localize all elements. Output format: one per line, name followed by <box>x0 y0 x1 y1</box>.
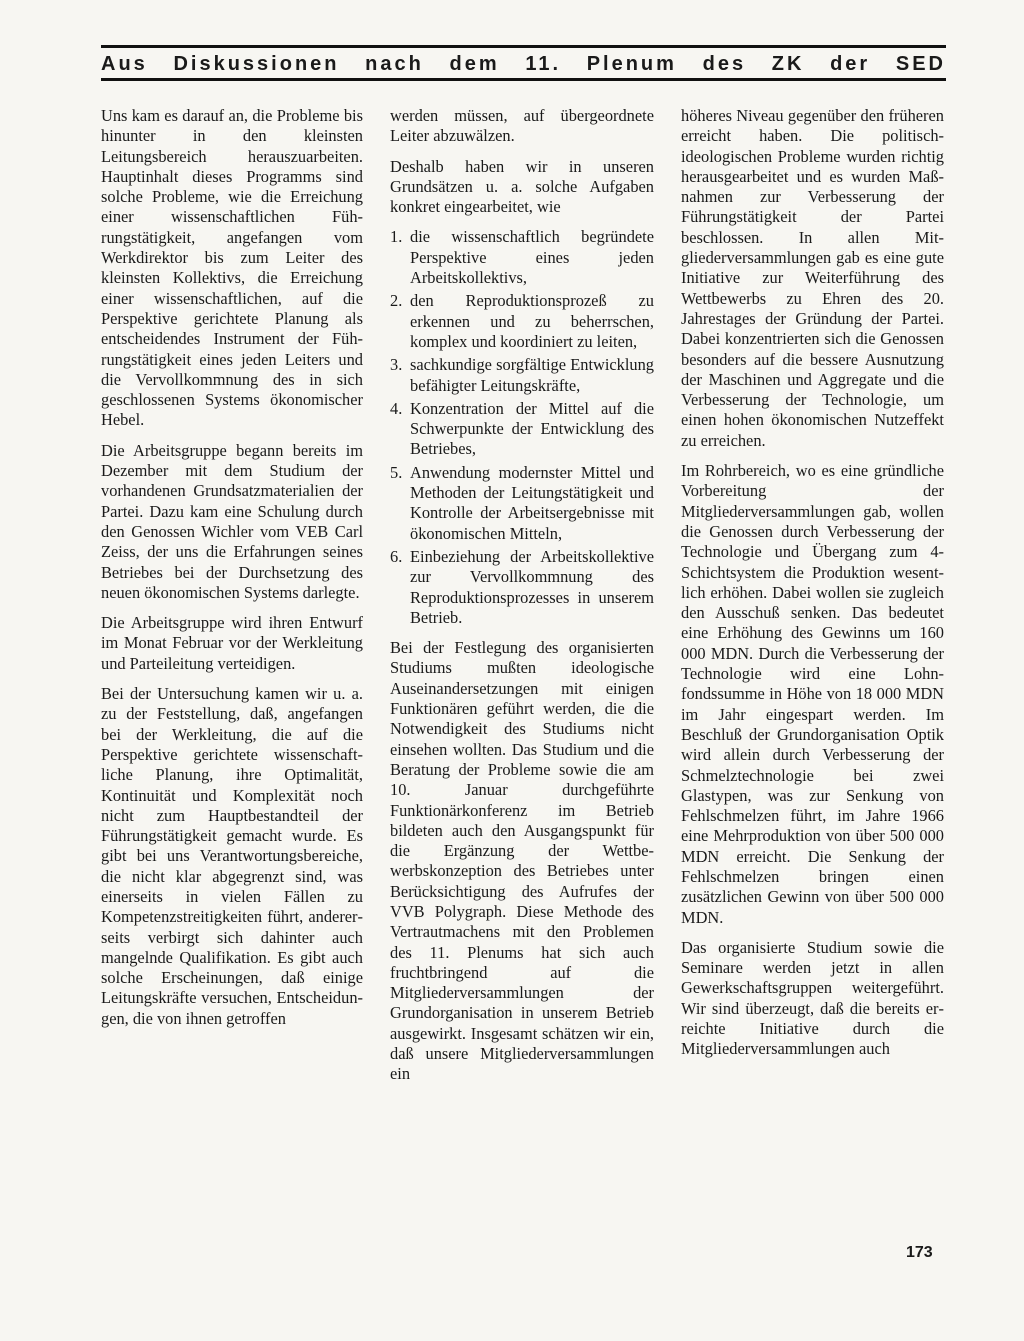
paragraph: Bei der Untersuchung kamen wir u. a. zu der Feststellung, daß, angefangen bei der Werkleitung, die auf die Perspektive gerichtete wissenschaftliche Planung, ihre Optimalität, Kontinuität und Komplexität noch nicht zum Hauptbestandteil der Führungstätigkeit gemacht wurde. Es gibt bei uns Verantwortungsbereiche, die nicht klar abgegrenzt sind, was einerseits in vielen Fällen zu Kompetenzstreitigkeiten führt, andererseits verbirgt sich dahinter auch mangelnde Qualifikation. Es gibt auch solche Erscheinungen, daß einige Leitungskräfte versuchen, Entscheidungen, die von ihnen getroffen <box>101 684 363 1028</box>
list-item-number: 2. <box>390 291 403 311</box>
list-item-text: Anwendung modernster Mittel und Methoden der Leitungstätigkeit und Kontrolle der Arbeitsergebnisse mit ökonomischen Mitteln, <box>410 462 654 543</box>
list-item-number: 1. <box>390 227 403 247</box>
list-item-text: sachkundige sorgfältige Entwicklung befähigter Leitungskräfte, <box>410 355 654 395</box>
list-item <box>390 291 654 352</box>
list-item <box>390 399 654 460</box>
paragraph: Uns kam es darauf an, die Probleme bis hinunter in den kleinsten Leitungsbereich herauszuarbeiten. Hauptinhalt dieses Programms sind solche Probleme, wie die Erreichung einer wissenschaftlichen Führungstätigkeit, angefangen vom Werkdirektor bis zum Leiter des kleinsten Kollektivs, die Erreichung einer wissenschaftlichen, auf die Perspektive gerichtete Planung als entscheidendes Instrument der Führungstätigkeit eines jeden Leiters und die Vervollkommnung des in sich geschlossenen Systems ökonomischer Hebel. <box>101 106 363 430</box>
paragraph: Bei der Festlegung des organisierten Studiums mußten ideologische Auseinandersetzungen mit einigen Funktionären geführt werden, die die Notwendigkeit des Studiums nicht einsehen wollten. Das Studium und die Beratung der Probleme sowie die am 10. Januar durchgeführte Funktionärkonferenz im Betrieb bildeten auch den Ausgangspunkt für die Ergänzung der Wettbewerbskonzeption des Betriebes unter Berücksichtigung des Aufrufes der VVB Polygraph. Diese Methode des Vertrautmachens mit den Problemen des 11. Plenums hat sich auch fruchtbringend auf die Mitgliederversammlungen der Grundorganisation in unserem Betrieb ausgewirkt. Insgesamt schätzen wir ein, daß unsere Mitgliederversammlungen ein <box>390 638 654 1084</box>
list-item-number: 5. <box>390 462 403 482</box>
list-item-text: den Reproduktionsprozeß zu erkennen und zu beherrschen, komplex und koordiniert zu leiten, <box>410 291 654 351</box>
paragraph: Das organisierte Studium sowie die Seminare werden jetzt in allen Gewerkschaftsgruppen weitergeführt. Wir sind überzeugt, daß die bereits erreichte Initiative durch die Mitgliederversammlungen auch <box>681 937 944 1059</box>
page-number: 173 <box>906 1244 933 1261</box>
paragraph: höheres Niveau gegenüber den früheren erreicht haben. Die politisch-ideologischen Probleme wurden richtig herausgearbeitet und es wurden Maßnahmen zur Verbesserung der Führungstätigkeit der Partei beschlossen. In allen Mitgliederversammlungen gab es eine gute Initiative zur Weiterführung des Wettbewerbs zu Ehren des 20. Jahrestages der Gründung der Partei. Dabei konzentrierten sich die Genossen besonders auf die bessere Ausnutzung der Maschinen und Aggregate und die Verbesserung der Technologie, um einen hohen ökonomischen Nutzeffekt zu erreichen. <box>681 106 944 450</box>
paragraph: Im Rohrbereich, wo es eine gründliche Vorbereitung der Mitgliederversammlungen gab, wollen die Genossen durch Verbesserung der Technologie und Übergang zum 4-Schichtsystem die Produktion wesentlich erhöhen. Dabei wollen sie zugleich den Ausschuß senken. Das bedeutet eine Erhöhung des Gewinns um 160 000 MDN. Durch die Verbesserung der Technologie wird eine Lohnfondssumme in Höhe von 18 000 MDN im Jahr eingespart werden. Im Beschluß der Grundorganisation Optik wird allein durch Verbesserung der Schmelztechnologie bei zwei Glastypen, was zur Senkung von Fehlschmelzen führt, im Jahre 1966 eine Mehrproduktion von über 500 000 MDN erreicht. Die Senkung der Fehlschmelzen bringen einen zusätzlichen Gewinn von über 500 000 MDN. <box>681 461 944 927</box>
text-column-3 <box>681 106 944 1070</box>
list-item-text: Einbeziehung der Arbeitskollektive zur Vervollkommnung des Reproduktionsprozesses in unserem Betrieb. <box>410 546 654 627</box>
list-item-text: die wissenschaftlich begründete Perspektive eines jeden Arbeitskollektivs, <box>410 227 654 288</box>
page-title: Aus Diskussionen nach dem 11. Plenum des ZK der SED <box>101 53 946 75</box>
list-item <box>390 227 654 288</box>
list-item-number: 3. <box>390 355 403 375</box>
list-item <box>390 547 654 628</box>
task-list <box>390 227 654 628</box>
paragraph: Die Arbeitsgruppe wird ihren Entwurf im Monat Februar vor der Werkleitung und Parteileitung verteidigen. <box>101 613 363 673</box>
text-column-1 <box>101 106 363 1039</box>
header-rule-box <box>101 45 946 81</box>
list-item-number: 4. <box>390 398 403 418</box>
paragraph: Die Arbeitsgruppe begann bereits im Dezember mit dem Studium der vorhandenen Grundsatzmaterialien der Partei. Dazu kam eine Schulung durch den Genossen Wichler vom VEB Carl Zeiss, der uns die Erfahrungen seines Betriebes bei der Durchsetzung des neuen ökonomischen Systems darlegte. <box>101 440 363 602</box>
list-item-number: 6. <box>390 546 403 566</box>
list-item <box>390 355 654 396</box>
paragraph: Deshalb haben wir in unseren Grundsätzen u. a. solche Aufgaben konkret eingearbeitet, wie <box>390 156 654 217</box>
list-item <box>390 463 654 544</box>
list-item-text: Konzentration der Mittel auf die Schwerpunkte der Entwicklung des Betriebes, <box>410 398 654 459</box>
text-column-2 <box>390 106 654 1095</box>
paragraph: werden müssen, auf übergeordnete Leiter abzuwälzen. <box>390 106 654 146</box>
